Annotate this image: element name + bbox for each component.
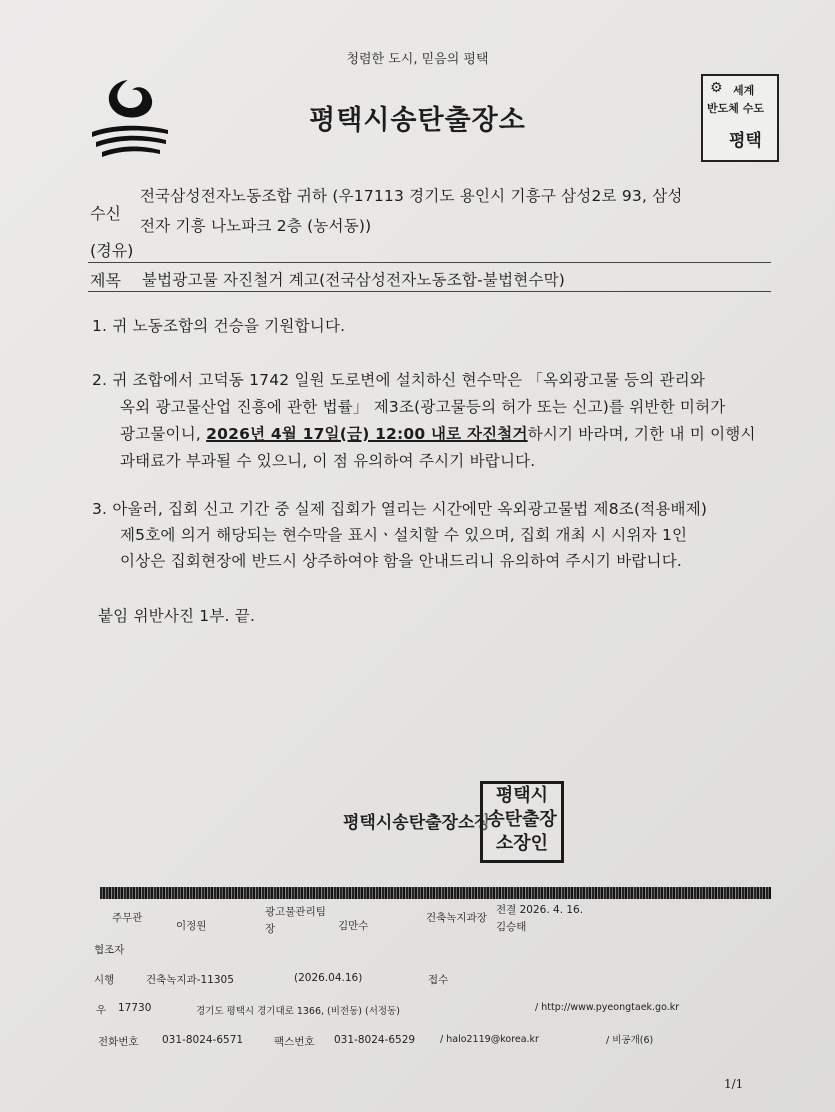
subject-label: 제목	[90, 271, 121, 290]
recipient-label: 수신	[90, 204, 121, 223]
final-approval-date: 전결 2026. 4. 16.	[496, 904, 584, 916]
dept-head-label: 건축녹지과장	[426, 912, 487, 924]
seal-line-2: 송탄출장	[487, 809, 557, 830]
staff-name: 이정원	[176, 920, 207, 932]
execution-date: (2026.04.16)	[294, 972, 363, 984]
disclosure-status: / 비공개(6)	[606, 1035, 654, 1046]
organization-title: 평택시송탄출장소	[309, 105, 526, 136]
paragraph-2-line-4: 과태료가 부과될 수 있으니, 이 점 유의하여 주시기 바랍니다.	[120, 452, 536, 470]
via-label: (경유)	[90, 241, 134, 260]
subject-top-rule	[88, 262, 771, 263]
deadline-text: 2026년 4월 17일(금) 12:00 내로 자진철거	[206, 425, 528, 443]
recipient-line-1: 전국삼성전자노동조합 귀하 (우17113 경기도 용인시 기흥구 삼성2로 93, 삼성	[140, 187, 683, 205]
paragraph-3-line-3: 이상은 집회현장에 반드시 상주하여야 함을 안내드리니 유의하여 주시기 바랍니다.	[120, 552, 683, 570]
badge-line-3: 평택	[729, 131, 762, 151]
execution-number: 건축녹지과-11305	[146, 974, 234, 986]
team-label: 광고물관리팀	[265, 906, 326, 918]
postal-label: 우	[96, 1004, 107, 1016]
paragraph-2-line-2: 옥외 광고물산업 진흥에 관한 법률」 제3조(광고물등의 허가 또는 신고)를 위반한 미허가	[120, 398, 726, 416]
dept-head-name: 김승태	[496, 921, 527, 933]
slogan: 청렴한 도시, 믿음의 평택	[346, 52, 489, 67]
recipient-line-2: 전자 기흥 나노파크 2층 (농서동))	[140, 217, 372, 235]
email-address[interactable]: / halo2119@korea.kr	[440, 1034, 539, 1045]
website-url[interactable]: / http://www.pyeongtaek.go.kr	[535, 1002, 680, 1013]
seal-line-1: 평택시	[495, 785, 549, 806]
phone-label: 전화번호	[98, 1036, 139, 1048]
sender-name: 평택시송탄출장소장	[343, 813, 491, 833]
footer-divider	[100, 887, 771, 899]
team-leader-name: 김만수	[338, 920, 369, 932]
staff-label: 주무관	[112, 912, 143, 924]
seal-line-3: 소장인	[495, 833, 549, 854]
team-label-suffix: 장	[265, 923, 276, 935]
badge-line-1: 세계	[733, 84, 755, 97]
receipt-label: 접수	[428, 974, 449, 986]
badge-line-2: 반도체 수도	[707, 102, 764, 115]
chip-icon: ⚙	[710, 80, 723, 96]
paragraph-2-line-3-prefix: 광고물이니,	[120, 425, 207, 443]
paragraph-3-line-2: 제5호에 의거 해당되는 현수막을 표시ㆍ설치할 수 있으며, 집회 개최 시 시위자 1인	[120, 526, 688, 544]
fax-number: 031-8024-6529	[334, 1034, 416, 1046]
attachment-line: 붙임 위반사진 1부. 끝.	[98, 607, 256, 625]
page-indicator: 1/1	[724, 1077, 744, 1091]
postal-code: 17730	[118, 1002, 152, 1014]
paragraph-1: 1. 귀 노동조합의 건승을 기원합니다.	[92, 317, 346, 335]
paragraph-3-line-1: 3. 아울러, 집회 신고 기간 중 실제 집회가 열리는 시간에만 옥외광고물법 제8조(적용배제)	[92, 500, 708, 518]
paragraph-2-line-3-suffix: 하시기 바라며, 기한 내 미 이행시	[527, 425, 756, 443]
paragraph-2-line-1: 2. 귀 조합에서 고덕동 1742 일원 도로변에 설치하신 현수막은 「옥외광고물 등의 관리와	[92, 371, 706, 389]
semiconductor-capital-badge	[701, 74, 779, 162]
cooperator-label: 협조자	[94, 944, 125, 956]
address: 경기도 평택시 경기대로 1366, (비전동) (서정동)	[196, 1006, 400, 1017]
paragraph-2-line-3	[120, 422, 756, 444]
subject-text: 불법광고물 자진철거 계고(전국삼성전자노동조합-불법현수막)	[142, 271, 566, 289]
fax-label: 팩스번호	[274, 1036, 315, 1048]
subject-bottom-rule	[88, 291, 771, 292]
execution-label: 시행	[94, 974, 115, 986]
phone-number: 031-8024-6571	[162, 1034, 244, 1046]
official-seal	[480, 781, 564, 863]
